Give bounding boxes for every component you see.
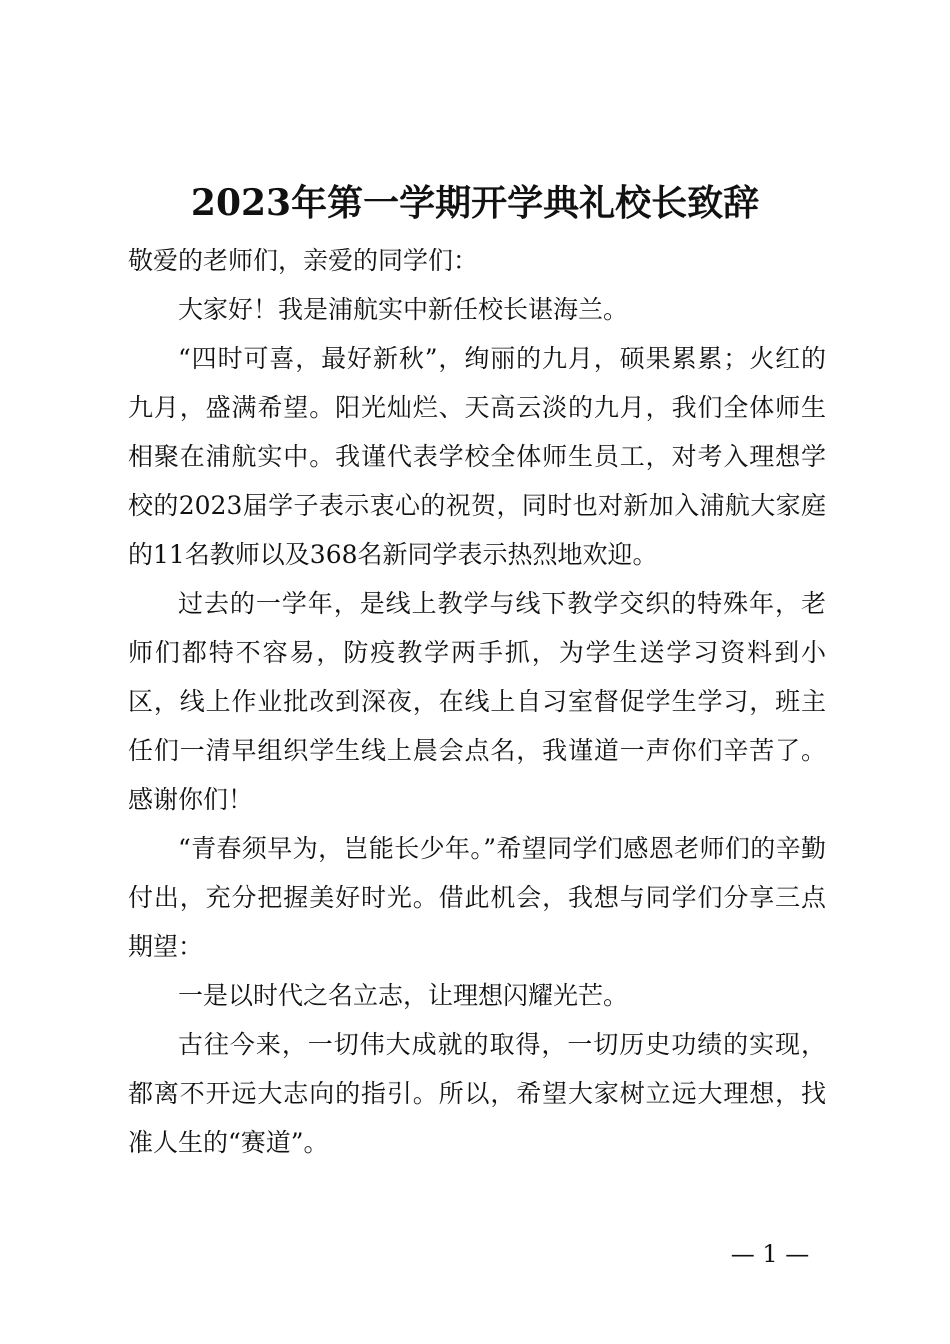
paragraph-september: “四时可喜，最好新秋”，绚丽的九月，硕果累累；火红的九月，盛满希望。阳光灿烂、天高云淡的九月，我们全体师生相聚在浦航实中。我谨代表学校全体师生员工，对考入理想学校的2023届学子表示衷心的祝贺，同时也对新加入浦航大家庭的11名教师以及368名新同学表示热烈地欢迎。 (128, 344, 826, 569)
paragraph-greeting: 大家好！我是浦航实中新任校长谌海兰。 (178, 295, 629, 324)
page-number: — 1 — (730, 1240, 810, 1268)
document-body (128, 236, 826, 1167)
paragraph-past-year: 过去的一学年，是线上教学与线下教学交织的特殊年，老师们都特不容易，防疫教学两手抓，为学生送学习资料到小区，线上作业批改到深夜，在线上自习室督促学生学习，班主任们一清早组织学生线上晨会点名，我谨道一声你们辛苦了。感谢你们！ (128, 589, 826, 814)
paragraph-ambition: 古往今来，一切伟大成就的取得，一切历史功绩的实现，都离不开远大志向的指引。所以，希望大家树立远大理想，找准人生的“赛道”。 (128, 1030, 826, 1157)
paragraph-youth: “青春须早为，岂能长少年。”希望同学们感恩老师们的辛勤付出，充分把握美好时光。借此机会，我想与同学们分享三点期望： (128, 834, 826, 961)
salutation: 敬爱的老师们，亲爱的同学们： (128, 246, 479, 275)
document-title: 2023年第一学期开学典礼校长致辞 (190, 182, 760, 224)
paragraph-point-one: 一是以时代之名立志，让理想闪耀光芒。 (178, 981, 629, 1010)
